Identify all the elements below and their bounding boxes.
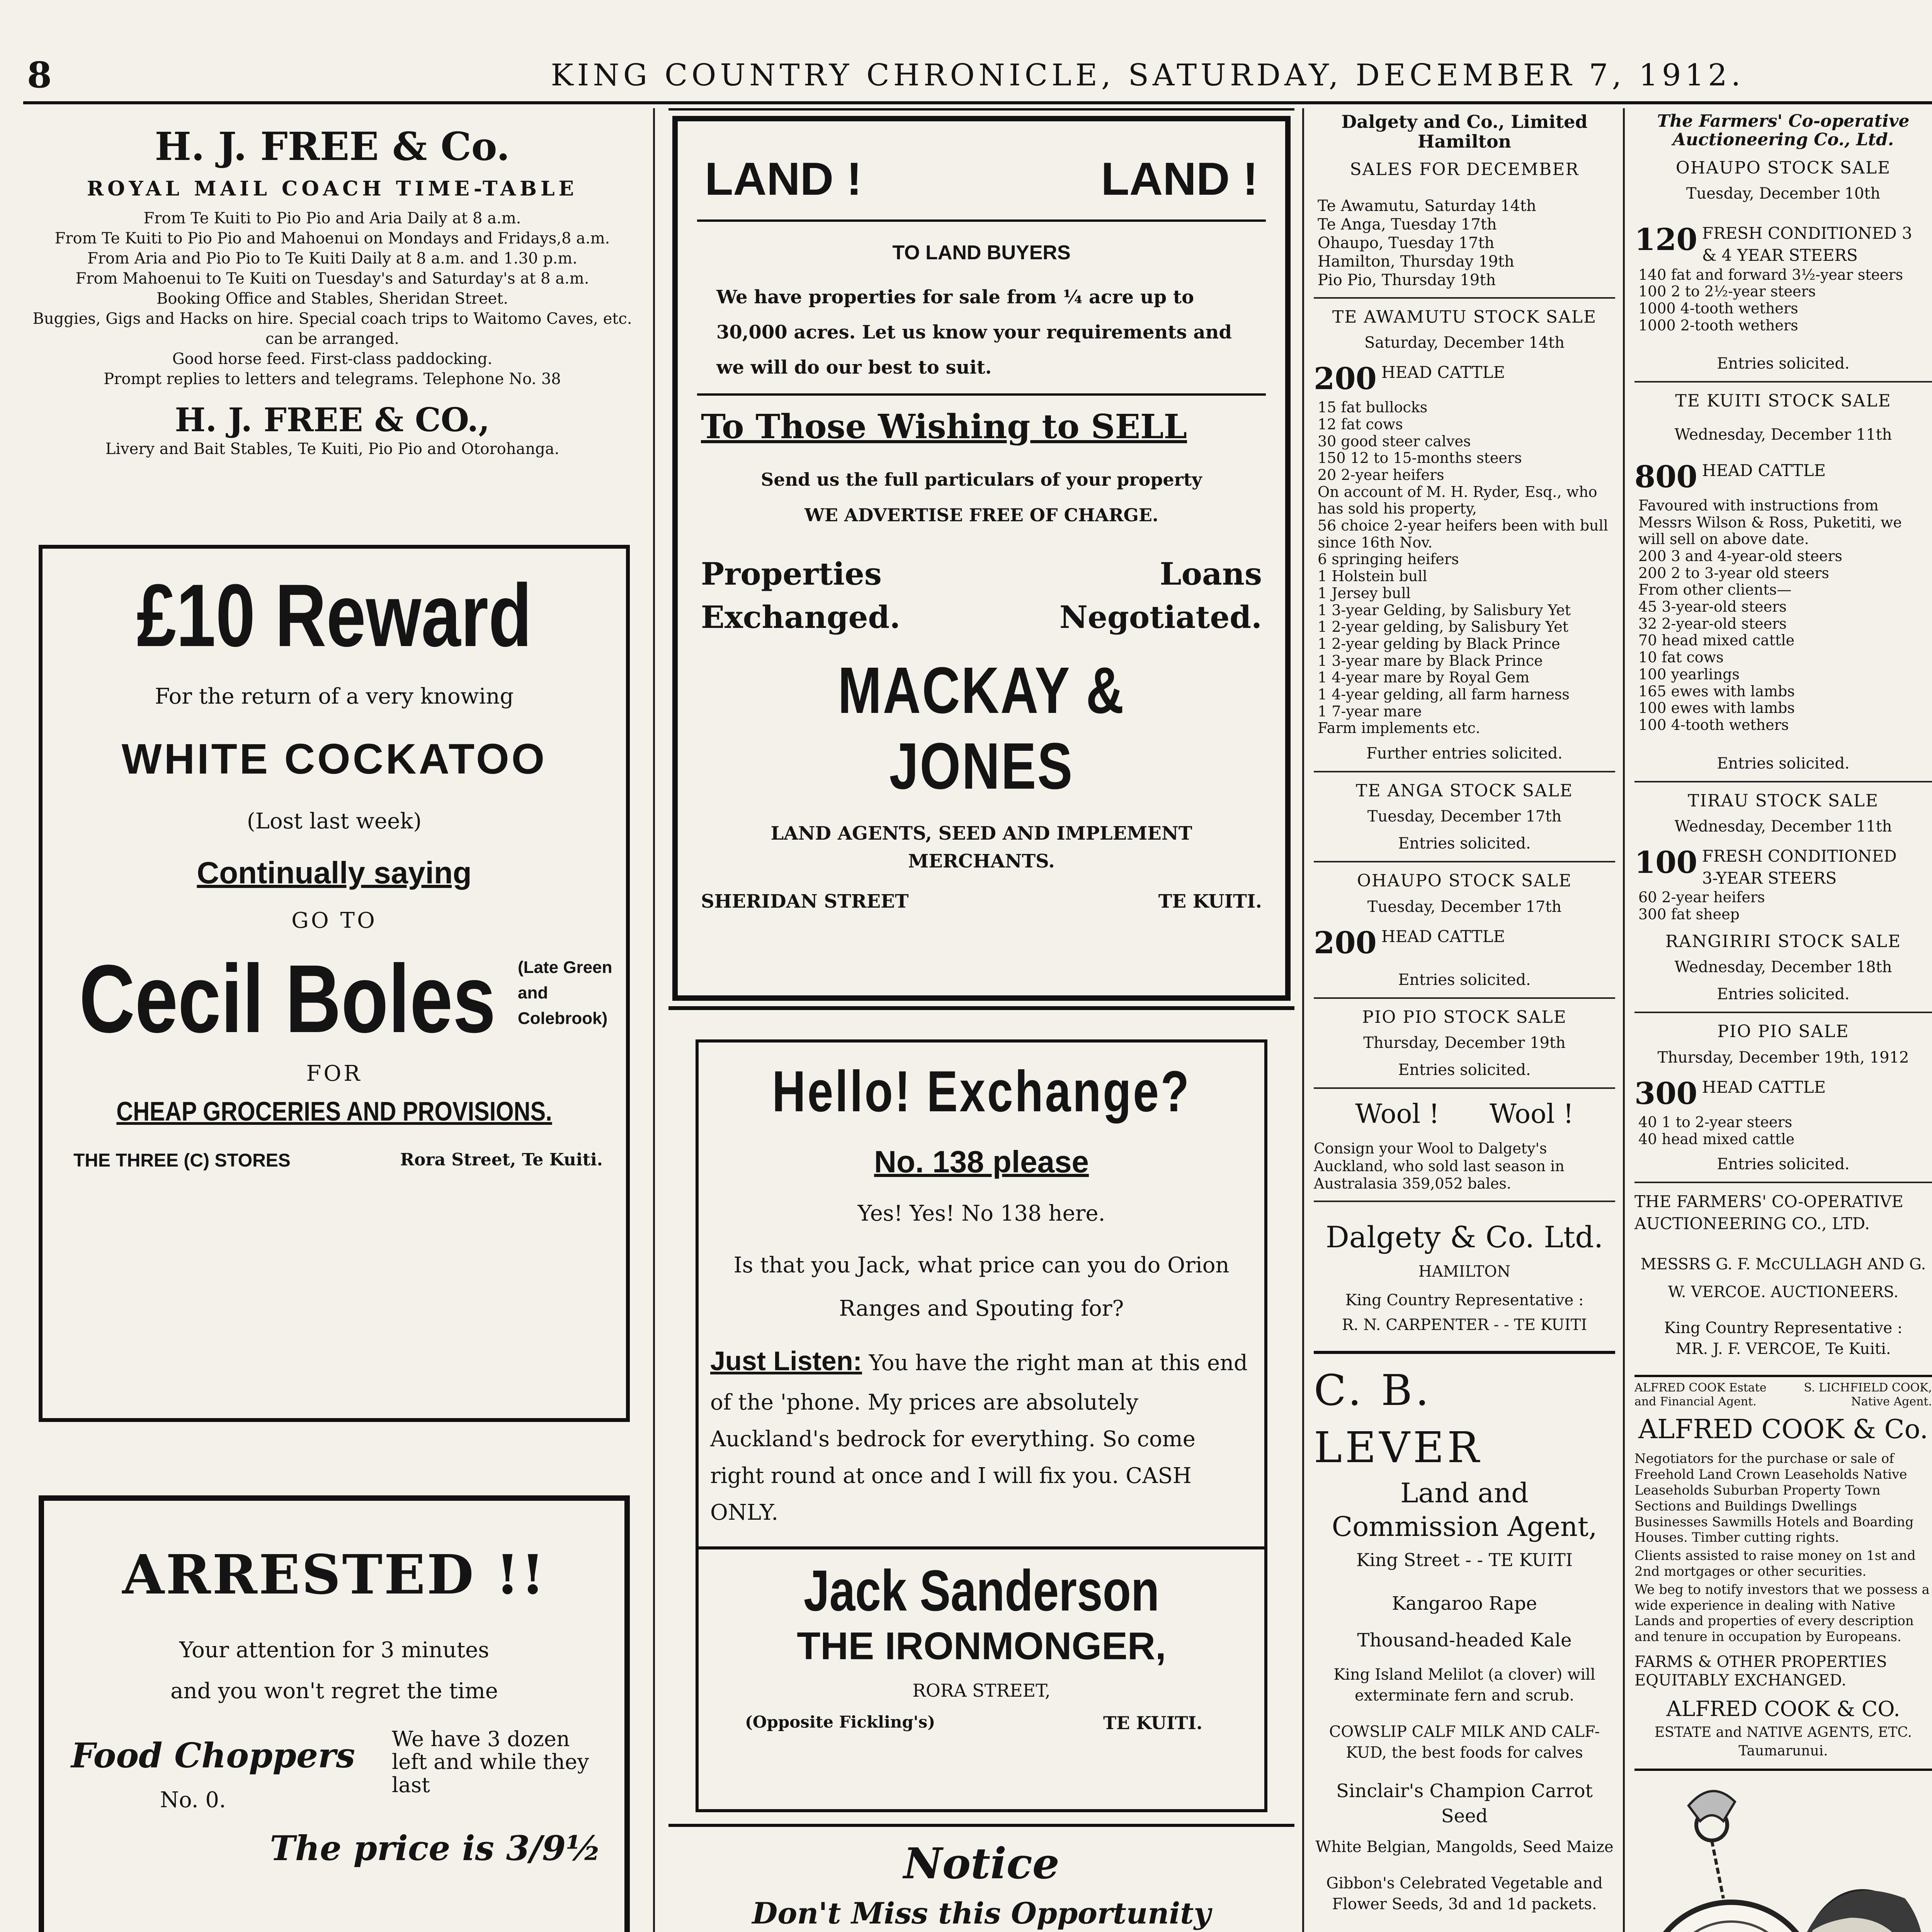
sale-item: On account of M. H. Ryder, Esq., who has sold his property, xyxy=(1318,483,1597,517)
sale-date: Pio Pio, Thursday 19th xyxy=(1318,271,1496,289)
reward-saying: Continually saying xyxy=(197,855,472,890)
sale-heading: OHAUPO STOCK SALE xyxy=(1675,158,1891,178)
hello-opposite: (Opposite Fickling's) xyxy=(745,1713,935,1732)
chilcott-illustration xyxy=(1634,1771,1932,1932)
food-choppers-price: The price is 3/9½ xyxy=(270,1828,601,1868)
reward-cockatoo: WHITE COCKATOO xyxy=(121,735,547,783)
sale-heading: PIO PIO STOCK SALE xyxy=(1362,1007,1567,1027)
land-title-left: LAND ! xyxy=(705,153,862,205)
free-footer-line: Livery and Bait Stables, Te Kuiti, Pio Pio and Otorohanga. xyxy=(105,440,560,458)
sale-item: 200 2 to 3-year old steers xyxy=(1638,564,1829,582)
sale-item: 6 springing heifers xyxy=(1318,551,1459,568)
farmers-rep-label: King Country Representative : xyxy=(1664,1319,1903,1337)
watch-chain-icon xyxy=(1712,1840,1723,1898)
sale-item: 60 2-year heifers xyxy=(1638,889,1765,906)
sale-item: 1 7-year mare xyxy=(1318,702,1422,720)
sale-heading: TE KUITI STOCK SALE xyxy=(1675,391,1891,411)
land-street: SHERIDAN STREET xyxy=(701,890,909,912)
sale-item: 1000 2-tooth wethers xyxy=(1638,316,1798,334)
free-line: From Te Kuiti to Pio Pio and Mahoenui on Mondays and Fridays,8 a.m. xyxy=(54,230,610,247)
sale-head-label: HEAD CATTLE xyxy=(1702,461,1826,480)
farmers-auctioneers: MESSRS G. F. McCULLAGH AND G. W. VERCOE. AUCTIONEERS. xyxy=(1640,1255,1926,1301)
sale-date-line: Tuesday, December 17th xyxy=(1367,808,1562,826)
sale-item: 100 yearlings xyxy=(1638,665,1740,683)
entries-solicited: Entries solicited. xyxy=(1634,1154,1932,1183)
land-town: TE KUITI. xyxy=(1158,890,1262,912)
hello-answer: You have the right man at this end of the 'phone. My prices are absolutely Auckland's bedrock for everything. So come right round at once and I will fix you. CASH ONLY. xyxy=(710,1350,1248,1526)
hello-title: Hello! Exchange? xyxy=(772,1059,1191,1124)
land-send: Send us the full particulars of your property xyxy=(761,469,1202,490)
sale-item: 1 4-year gelding, all farm harness xyxy=(1318,685,1570,703)
reward-goto: GO TO xyxy=(291,908,377,934)
entries-solicited: Entries solicited. xyxy=(1314,1060,1615,1089)
cook-text: We beg to notify investors that we possess a wide experience in dealing with Native Lands and properties of every description and tenure in occupation by Europeans. xyxy=(1634,1582,1930,1645)
free-subtitle: ROYAL MAIL COACH TIME-TABLE xyxy=(87,177,578,201)
lever-item: Thousand-headed Kale xyxy=(1357,1629,1572,1651)
land-loans: Loans xyxy=(1160,555,1262,592)
reward-groceries: CHEAP GROCERIES AND PROVISIONS. xyxy=(116,1096,552,1127)
sale-item: 1 Holstein bull xyxy=(1318,568,1427,585)
free-line: Prompt replies to letters and telegrams. Telephone No. 38 xyxy=(104,370,561,388)
land-sell-heading: To Those Wishing to SELL xyxy=(701,407,1187,446)
sale-item: 32 2-year-old steers xyxy=(1638,615,1787,632)
sale-item: 40 1 to 2-year steers xyxy=(1638,1113,1793,1131)
masthead-title: KING COUNTRY CHRONICLE, SATURDAY, DECEMBER 7, 1912. xyxy=(551,58,1745,93)
hello-tekuiti: TE KUITI. xyxy=(1103,1713,1202,1734)
hello-number: No. 138 please xyxy=(874,1145,1089,1179)
sale-item: 100 2 to 2½-year steers xyxy=(1638,283,1816,300)
dalgety-name: Dalgety & Co. Ltd. xyxy=(1325,1220,1604,1255)
entries-solicited: Entries solicited. xyxy=(1634,753,1932,782)
land-properties: Properties xyxy=(701,555,882,592)
food-choppers-heading: Food Choppers xyxy=(71,1735,355,1776)
ironmonger: THE IRONMONGER, xyxy=(797,1624,1166,1668)
free-ad xyxy=(23,108,641,514)
lever-street: King Street - - TE KUITI xyxy=(1356,1549,1573,1570)
reward-cecil-boles: Cecil Boles xyxy=(79,944,496,1053)
sale-item: 12 fat cows xyxy=(1318,415,1403,433)
sale-item: 1 3-year mare by Black Prince xyxy=(1318,652,1543,669)
reward-late: (Late Green and Colebrook) xyxy=(518,957,612,1028)
free-line: Booking Office and Stables, Sheridan Street. xyxy=(156,290,509,308)
cook-name-2: ALFRED COOK & CO. xyxy=(1666,1696,1900,1721)
column-4-farmers xyxy=(1627,108,1932,1932)
free-footer-name: H. J. FREE & CO., xyxy=(175,401,490,439)
lever-item: King Island Melilot (a clover) will exterminate fern and scrub. xyxy=(1333,1666,1595,1705)
lever-item: White Belgian, Mangolds, Seed Maize xyxy=(1315,1838,1614,1856)
entries-solicited: Entries solicited. xyxy=(1634,984,1932,1013)
column-1 xyxy=(23,108,641,1932)
sale-item: 1 Jersey bull xyxy=(1318,584,1411,602)
sale-date: Te Anga, Tuesday 17th xyxy=(1318,215,1497,233)
arrested-text: and you won't regret the time xyxy=(170,1679,498,1704)
cook-text: Clients assisted to raise money on 1st and 2nd mortgages or other securities. xyxy=(1634,1548,1916,1579)
lever-item xyxy=(1314,1930,1615,1932)
food-choppers-text: We have 3 dozen left and while they last xyxy=(392,1726,589,1797)
page-header xyxy=(23,46,1932,104)
sale-head-count: 120 xyxy=(1634,222,1697,258)
land-agents: LAND AGENTS, SEED AND IMPLEMENT MERCHANTS. xyxy=(770,822,1192,872)
sale-date-line: Wednesday, December 11th xyxy=(1674,425,1892,444)
sale-date-line: Wednesday, December 11th xyxy=(1674,818,1892,835)
sale-head-count: 200 xyxy=(1314,925,1377,961)
pocket-watch-illustration xyxy=(1634,1771,1932,1932)
sale-item: 56 choice 2-year heifers been with bull since 16th Nov. xyxy=(1318,517,1608,551)
hello-exchange-ad xyxy=(696,1039,1267,1812)
sale-item: Favoured with instructions from Messrs Wilson & Ross, Puketiti, we will sell on above date. xyxy=(1638,497,1902,548)
farmers-company: THE FARMERS' CO-OPERATIVE AUCTIONEERING CO., LTD. xyxy=(1634,1192,1903,1233)
sale-heading: OHAUPO STOCK SALE xyxy=(1357,871,1572,891)
sale-item: 165 ewes with lambs xyxy=(1638,682,1795,700)
lever-name: C. B. LEVER xyxy=(1314,1365,1482,1473)
sale-heading: TE AWAMUTU STOCK SALE xyxy=(1332,307,1597,327)
sale-item: 300 fat sheep xyxy=(1638,906,1740,923)
sale-item: 100 ewes with lambs xyxy=(1638,699,1795,717)
farmers-heading: The Farmers' Co-operative Auctioneering Co., Ltd. xyxy=(1657,111,1910,150)
sale-item: 100 4-tooth wethers xyxy=(1638,716,1789,733)
reward-for: FOR xyxy=(306,1061,362,1086)
sale-heading: TE ANGA STOCK SALE xyxy=(1356,781,1573,801)
lever-item: Sinclair's Champion Carrot Seed xyxy=(1336,1780,1593,1827)
notice-subtitle: Don't Miss this Opportunity xyxy=(752,1896,1211,1930)
hello-rora: RORA STREET, xyxy=(912,1680,1051,1701)
sale-date: Ohaupo, Tuesday 17th xyxy=(1318,234,1495,252)
land-ad xyxy=(672,116,1291,1001)
land-free: WE ADVERTISE FREE OF CHARGE. xyxy=(804,504,1158,526)
sale-item: From other clients— xyxy=(1638,581,1792,599)
notice-ad xyxy=(668,1824,1294,1932)
hello-yes: Yes! Yes! No 138 here. xyxy=(857,1201,1105,1226)
lever-item: Gibbon's Celebrated Vegetable and Flower Seeds, 3d and 1d packets. xyxy=(1326,1874,1603,1913)
sale-date-line: Tuesday, December 17th xyxy=(1367,898,1562,916)
sale-date: Hamilton, Thursday 19th xyxy=(1318,252,1514,270)
sale-item: 70 head mixed cattle xyxy=(1638,632,1795,649)
land-exchanged: Exchanged. xyxy=(701,599,901,635)
free-name: H. J. FREE & Co. xyxy=(155,124,510,169)
sale-head-label: HEAD CATTLE xyxy=(1381,362,1505,382)
entries-solicited: Further entries solicited. xyxy=(1314,743,1615,772)
sale-heading: PIO PIO SALE xyxy=(1717,1022,1849,1042)
cook-farms: FARMS & OTHER PROPERTIES EQUITABLY EXCHANGED. xyxy=(1634,1653,1887,1689)
reward-title: £10 Reward xyxy=(136,566,532,665)
sale-head-label: FRESH CONDITIONED 3 & 4 YEAR STEERS xyxy=(1702,224,1912,265)
cook-agents: ESTATE and NATIVE AGENTS, ETC. xyxy=(1654,1724,1912,1740)
column-rule xyxy=(1623,108,1625,1932)
reward-text: For the return of a very knowing xyxy=(155,684,514,709)
arrested-title: ARRESTED !! xyxy=(122,1543,546,1607)
sale-item: 40 head mixed cattle xyxy=(1638,1130,1795,1148)
land-text: We have properties for sale from ¼ acre up to 30,000 acres. Let us know your requirements and we will do our best to suit. xyxy=(716,286,1232,379)
dalgety-hamilton: HAMILTON xyxy=(1418,1262,1511,1281)
sale-heading: RANGIRIRI STOCK SALE xyxy=(1665,931,1901,951)
sale-head-count: 100 xyxy=(1634,845,1697,880)
reward-stores: THE THREE (C) STORES xyxy=(73,1150,291,1171)
sale-date-line: Thursday, December 19th xyxy=(1363,1034,1566,1052)
reward-lost: (Lost last week) xyxy=(247,808,422,834)
column-3-dalgety xyxy=(1306,108,1623,1932)
sale-item: 30 good steer calves xyxy=(1318,432,1471,450)
wool-heading: Wool ! Wool ! xyxy=(1355,1099,1574,1130)
sale-item: 10 fat cows xyxy=(1638,649,1724,666)
cook-header-right: S. LICHFIELD COOK, Native Agent. xyxy=(1804,1381,1932,1408)
sale-item: 150 12 to 15-months steers xyxy=(1318,449,1522,467)
cook-header-left: ALFRED COOK Estate and Financial Agent. xyxy=(1634,1381,1767,1408)
sale-head-count: 300 xyxy=(1634,1076,1697,1111)
sale-item: 1000 4-tooth wethers xyxy=(1638,299,1798,317)
sale-item: 15 fat bullocks xyxy=(1318,399,1428,416)
sale-head-label: HEAD CATTLE xyxy=(1381,927,1505,946)
sale-heading: TIRAU STOCK SALE xyxy=(1687,791,1879,811)
arrested-text: Your attention for 3 minutes xyxy=(179,1638,490,1663)
lever-agent: Land and Commission Agent, xyxy=(1332,1477,1597,1543)
cook-name: ALFRED COOK & Co. xyxy=(1638,1414,1928,1445)
entries-solicited: Entries solicited. xyxy=(1634,353,1932,383)
column-rule xyxy=(1302,108,1304,1932)
land-title-right: LAND ! xyxy=(1101,153,1258,205)
hello-just-listen: Just Listen: xyxy=(710,1345,862,1376)
sale-item: 1 2-year gelding, by Salisbury Yet xyxy=(1318,618,1568,636)
free-line: From Mahoenui to Te Kuiti on Tuesday's and Saturday's at 8 a.m. xyxy=(75,270,589,287)
wool-text: Consign your Wool to Dalgety's Auckland, who sold last season in Australasia 359,052 bales. xyxy=(1314,1140,1565,1192)
sale-head-count: 200 xyxy=(1314,361,1377,396)
jack-sanderson: Jack Sanderson xyxy=(803,1558,1160,1623)
entries-solicited: Entries solicited. xyxy=(1314,969,1615,999)
sale-head-label: HEAD CATTLE xyxy=(1702,1077,1826,1097)
hello-question: Is that you Jack, what price can you do Orion Ranges and Spouting for? xyxy=(733,1252,1230,1321)
land-negotiated: Negotiated. xyxy=(1059,599,1262,635)
sale-item: 45 3-year-old steers xyxy=(1638,598,1787,616)
free-line: From Aria and Pio Pio to Te Kuiti Daily at 8 a.m. and 1.30 p.m. xyxy=(87,250,578,267)
sale-item: 140 fat and forward 3½-year steers xyxy=(1638,266,1903,283)
sale-item: 20 2-year heifers xyxy=(1318,466,1444,484)
sale-item: 200 3 and 4-year-old steers xyxy=(1638,548,1842,565)
dalgety-rep-label: King Country Representative : xyxy=(1345,1291,1584,1309)
sale-head-label: FRESH CONDITIONED 3-YEAR STEERS xyxy=(1702,847,1897,888)
arrested-ad xyxy=(39,1495,630,1932)
sale-head-count: 800 xyxy=(1634,459,1697,495)
reward-ad xyxy=(39,545,630,1422)
column-2 xyxy=(668,108,1294,1932)
land-to-buyers: TO LAND BUYERS xyxy=(892,242,1071,264)
reward-address: Rora Street, Te Kuiti. xyxy=(400,1150,603,1170)
column-rule xyxy=(653,108,655,1932)
dalgety-rep-name: R. N. CARPENTER - - TE KUITI xyxy=(1342,1316,1587,1334)
sale-item: 1 3-year Gelding, by Salisbury Yet xyxy=(1318,601,1571,619)
sale-date-line: Tuesday, December 10th xyxy=(1686,185,1881,203)
dalgety-sales: SALES FOR DECEMBER xyxy=(1350,160,1579,180)
page-number: 8 xyxy=(27,54,52,96)
cook-negotiators: Negotiators for the purchase or sale of Freehold Land Crown Leaseholds Native Leaseholds Suburban Property Town Sections and Buildings Dwellings Businesses Sawmills Hotels and Boarding Houses. Timber cutting rights. xyxy=(1634,1451,1914,1546)
sale-date-line: Saturday, December 14th xyxy=(1364,333,1565,352)
sale-date-line: Thursday, December 19th, 1912 xyxy=(1657,1048,1909,1066)
dalgety-heading: Dalgety and Co., Limited Hamilton xyxy=(1341,111,1588,152)
entries-solicited: Entries solicited. xyxy=(1314,833,1615,862)
free-line: From Te Kuiti to Pio Pio and Aria Daily at 8 a.m. xyxy=(143,209,521,227)
lever-item: Kangaroo Rape xyxy=(1392,1592,1537,1614)
free-line: Buggies, Gigs and Hacks on hire. Special coach trips to Waitomo Caves, etc. can be arranged. xyxy=(32,310,632,348)
hand-icon xyxy=(1689,1791,1735,1821)
food-choppers-no: No. 0. xyxy=(160,1787,226,1813)
lever-item: COWSLIP CALF MILK AND CALF-KUD, the best foods for calves xyxy=(1329,1723,1600,1762)
sale-date-line: Wednesday, December 18th xyxy=(1674,958,1892,976)
watch-face-icon xyxy=(1646,1902,1816,1932)
notice-title: Notice xyxy=(903,1838,1060,1888)
sale-date: Te Awamutu, Saturday 14th xyxy=(1318,197,1536,215)
cook-town: Taumarunui. xyxy=(1738,1743,1828,1759)
sale-item: 1 4-year mare by Royal Gem xyxy=(1318,669,1530,686)
sale-item: 1 2-year gelding by Black Prince xyxy=(1318,635,1560,652)
sale-item: Farm implements etc. xyxy=(1318,719,1480,737)
mackay-jones: MACKAY & JONES xyxy=(838,653,1125,803)
free-line: Good horse feed. First-class paddocking. xyxy=(172,350,493,368)
farmers-rep-name: MR. J. F. VERCOE, Te Kuiti. xyxy=(1675,1340,1891,1358)
